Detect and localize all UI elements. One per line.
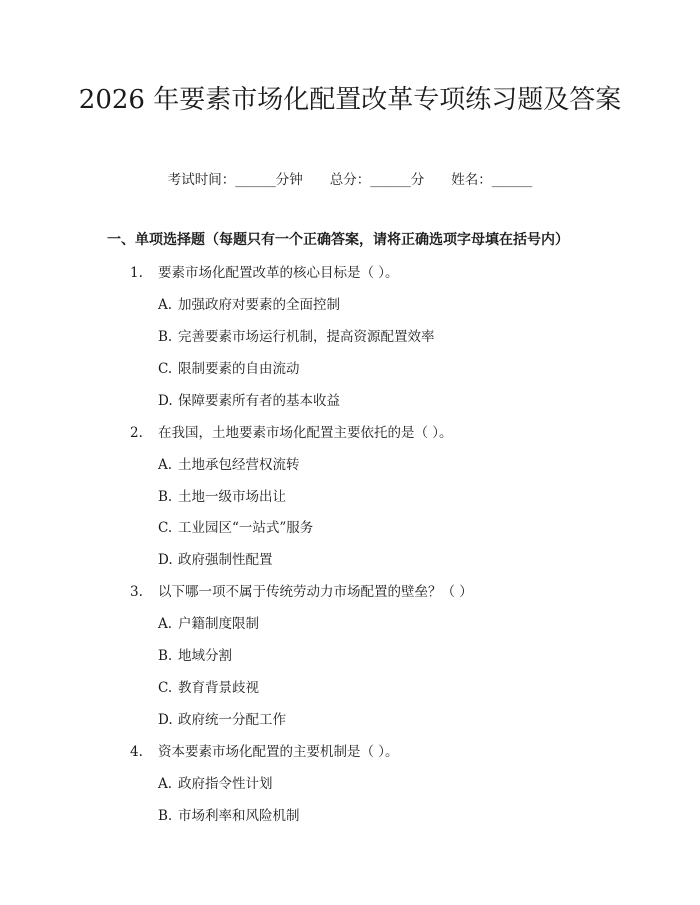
option-text: 教育背景歧视: [178, 680, 259, 696]
option-2d: [158, 548, 273, 568]
option-text: 完善要素市场运行机制，提高资源配置效率: [178, 329, 435, 345]
option-1a: [158, 293, 340, 313]
option-3d: [158, 708, 286, 728]
option-text: 保障要素所有者的基本收益: [178, 393, 340, 409]
option-4b: [158, 804, 300, 824]
option-letter: A.: [158, 457, 173, 473]
option-text: 工业园区“一站式”服务: [178, 520, 314, 536]
question-text: 在我国，土地要素市场化配置主要依托的是（ ）。: [158, 425, 453, 441]
option-letter: B.: [158, 648, 173, 664]
question-text: 资本要素市场化配置的主要机制是（ ）。: [158, 744, 399, 760]
option-text: 限制要素的自由流动: [178, 361, 300, 377]
option-letter: B.: [158, 489, 173, 505]
question-text: 以下哪一项不属于传统劳动力市场配置的壁垒？（ ）: [158, 584, 473, 600]
exam-info: 考试时间：______分钟 总分：______分 姓名：______: [167, 172, 533, 188]
question-number: 1.: [130, 265, 143, 281]
option-letter: B.: [158, 329, 173, 345]
question-number: 2.: [130, 425, 143, 441]
option-text: 政府统一分配工作: [178, 712, 286, 728]
option-4a: [158, 772, 273, 792]
option-letter: D.: [158, 393, 173, 409]
option-text: 户籍制度限制: [178, 616, 259, 632]
option-2b: [158, 485, 286, 505]
option-1b: [158, 325, 435, 345]
question-number: 4.: [130, 744, 143, 760]
option-text: 土地一级市场出让: [178, 489, 286, 505]
option-letter: A.: [158, 297, 173, 313]
option-letter: B.: [158, 808, 173, 824]
question-number: 3.: [130, 584, 143, 600]
option-text: 政府指令性计划: [178, 776, 273, 792]
option-1d: [158, 389, 340, 409]
option-2a: [158, 453, 300, 473]
option-3a: [158, 612, 259, 632]
option-text: 地域分割: [178, 648, 232, 664]
question-text: 要素市场化配置改革的核心目标是（ ）。: [158, 265, 399, 281]
option-letter: A.: [158, 616, 173, 632]
option-text: 加强政府对要素的全面控制: [178, 297, 340, 313]
option-letter: D.: [158, 552, 173, 568]
option-3b: [158, 644, 232, 664]
question-2: [130, 421, 453, 441]
option-letter: A.: [158, 776, 173, 792]
option-text: 市场利率和风险机制: [178, 808, 300, 824]
option-letter: C.: [158, 680, 173, 696]
section-heading: 一、单项选择题（每题只有一个正确答案，请将正确选项字母填在括号内）: [107, 232, 569, 248]
document-title: 2026 年要素市场化配置改革专项练习题及答案: [78, 85, 622, 115]
question-4: [130, 740, 399, 760]
option-1c: [158, 357, 300, 377]
question-3: [130, 580, 473, 600]
option-text: 土地承包经营权流转: [178, 457, 300, 473]
option-2c: [158, 516, 313, 536]
option-letter: C.: [158, 520, 173, 536]
option-text: 政府强制性配置: [178, 552, 273, 568]
option-3c: [158, 676, 259, 696]
option-letter: D.: [158, 712, 173, 728]
question-1: [130, 261, 399, 281]
option-letter: C.: [158, 361, 173, 377]
